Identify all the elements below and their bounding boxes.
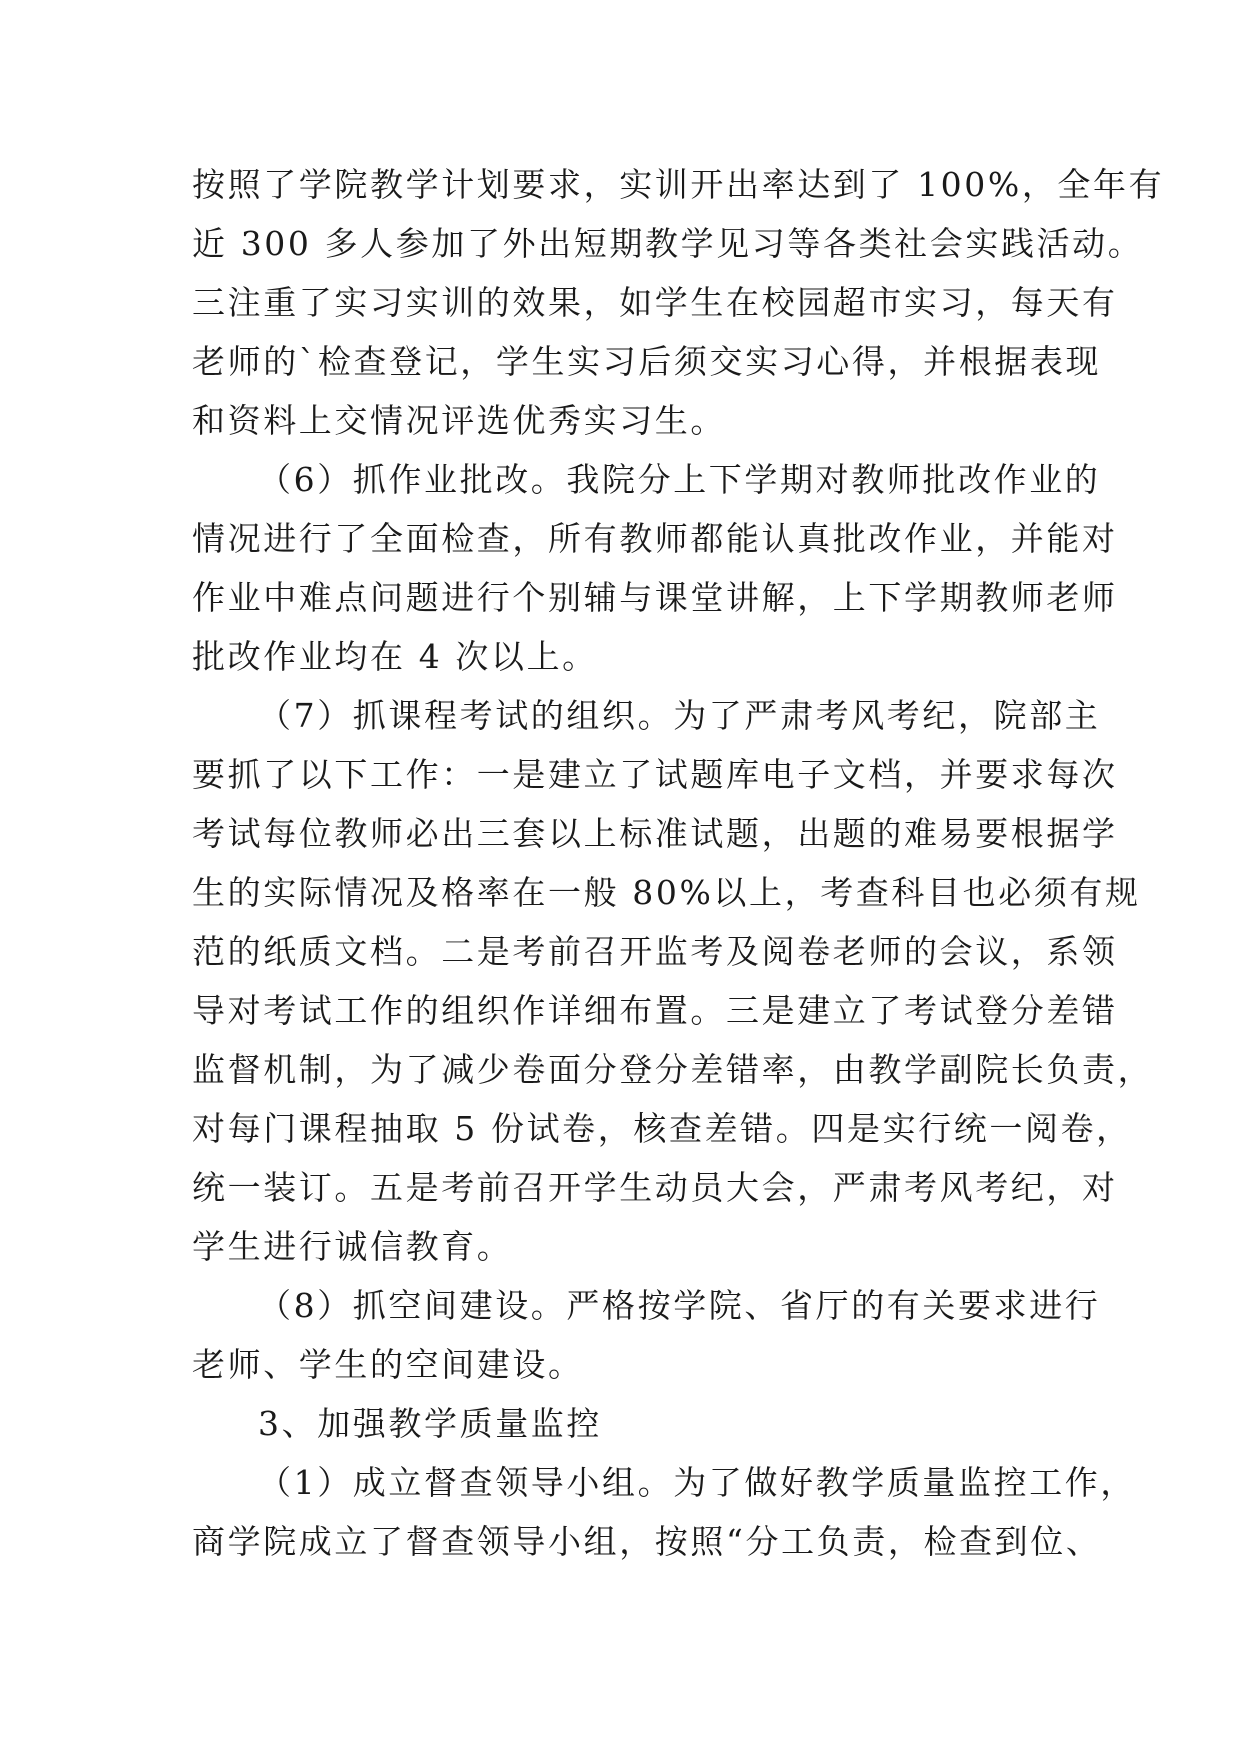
text-line: 学生进行诚信教育。 bbox=[192, 1227, 513, 1266]
paragraph-start-line: （7）抓课程考试的组织。为了严肃考风考纪，院部主 bbox=[258, 696, 1101, 735]
paragraph-start-line: （6）抓作业批改。我院分上下学期对教师批改作业的 bbox=[258, 460, 1101, 499]
body-text bbox=[192, 155, 1165, 1571]
text-line: 批改作业均在 4 次以上。 bbox=[192, 637, 598, 676]
text-line: 按照了学院教学计划要求，实训开出率达到了 100%，全年有 bbox=[192, 165, 1165, 204]
text-line: 情况进行了全面检查，所有教师都能认真批改作业，并能对 bbox=[192, 519, 1118, 558]
text-line: 要抓了以下工作：一是建立了试题库电子文档，并要求每次 bbox=[192, 755, 1118, 794]
text-line: 统一装订。五是考前召开学生动员大会，严肃考风考纪，对 bbox=[192, 1168, 1118, 1207]
text-line: 近 300 多人参加了外出短期教学见习等各类社会实践活动。 bbox=[192, 224, 1144, 263]
text-line: 考试每位教师必出三套以上标准试题，出题的难易要根据学 bbox=[192, 814, 1118, 853]
paragraph-start-line: （8）抓空间建设。严格按学院、省厅的有关要求进行 bbox=[258, 1286, 1101, 1325]
text-line: 老师的`检查登记，学生实习后须交实习心得，并根据表现 bbox=[192, 342, 1102, 381]
text-line: 范的纸质文档。二是考前召开监考及阅卷老师的会议，系领 bbox=[192, 932, 1118, 971]
text-line: 老师、学生的空间建设。 bbox=[192, 1345, 584, 1384]
text-line: 三注重了实习实训的效果，如学生在校园超市实习，每天有 bbox=[192, 283, 1118, 322]
text-line: 生的实际情况及格率在一般 80%以上，考查科目也必须有规 bbox=[192, 873, 1141, 912]
text-line: 导对考试工作的组织作详细布置。三是建立了考试登分差错 bbox=[192, 991, 1118, 1030]
paragraph-start-line: （1）成立督查领导小组。为了做好教学质量监控工作， bbox=[258, 1463, 1136, 1502]
section-heading: 3、加强教学质量监控 bbox=[258, 1404, 602, 1443]
text-line: 作业中难点问题进行个别辅与课堂讲解，上下学期教师老师 bbox=[192, 578, 1118, 617]
text-line: 和资料上交情况评选优秀实习生。 bbox=[192, 401, 726, 440]
text-line: 监督机制，为了减少卷面分登分差错率，由教学副院长负责， bbox=[192, 1050, 1154, 1089]
text-line: 商学院成立了督查领导小组，按照“分工负责，检查到位、 bbox=[192, 1522, 1102, 1561]
text-line: 对每门课程抽取 5 份试卷，核查差错。四是实行统一阅卷， bbox=[192, 1109, 1132, 1148]
